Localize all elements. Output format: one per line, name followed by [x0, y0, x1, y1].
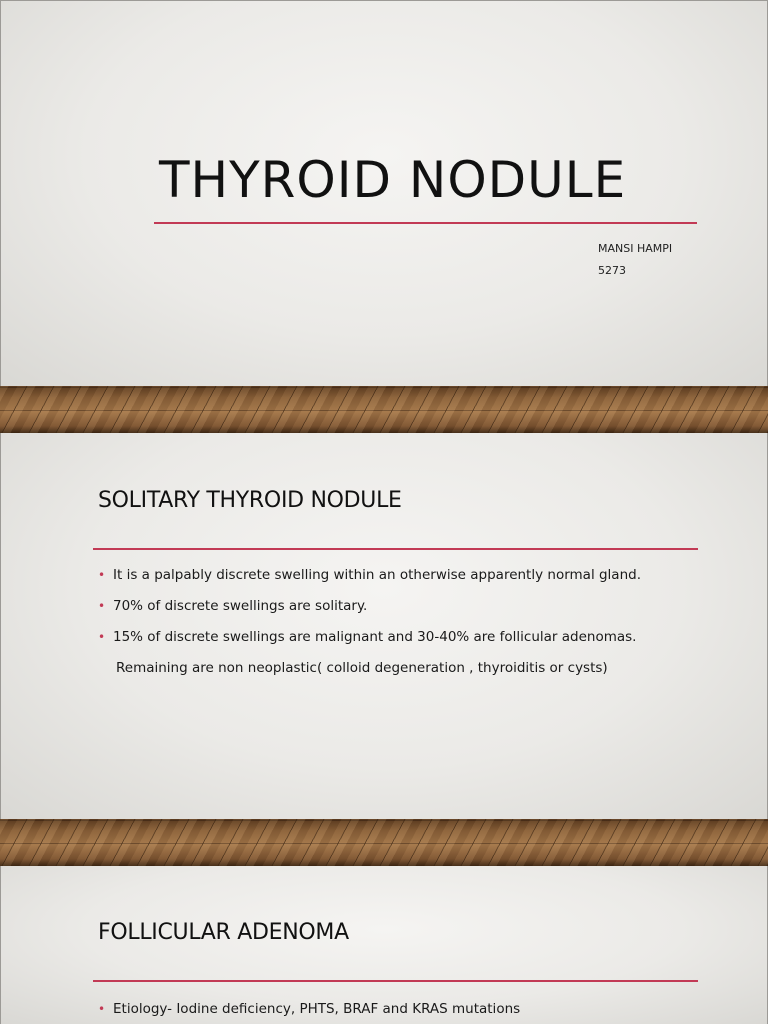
slide-heading: SOLITARY THYROID NODULE — [98, 488, 402, 513]
list-item — [98, 565, 641, 596]
bullet-icon: • — [98, 1002, 106, 1016]
title-underline — [154, 222, 697, 224]
list-item — [98, 627, 641, 658]
content-slide-follicular-adenoma — [0, 866, 768, 1024]
list-item-text: Etiology- Iodine deficiency, PHTS, BRAF and KRAS mutations — [113, 1001, 521, 1017]
bullet-list — [98, 565, 641, 689]
list-item-text: 15% of discrete swellings are malignant and 30-40% are follicular adenomas. — [113, 629, 637, 645]
list-item-text: It is a palpably discrete swelling within an otherwise apparently normal gland. — [113, 567, 641, 583]
bullet-icon: • — [98, 568, 106, 582]
wood-floor-texture — [0, 819, 768, 866]
bullet-list — [98, 999, 520, 1024]
wood-floor-texture — [0, 386, 768, 433]
list-item-text: Remaining are non neoplastic( colloid degeneration , thyroiditis or cysts) — [116, 660, 608, 676]
bullet-icon: • — [98, 630, 106, 644]
heading-underline — [93, 980, 698, 982]
list-item — [98, 596, 641, 627]
title-slide — [0, 0, 768, 386]
slide-heading: FOLLICULAR ADENOMA — [98, 920, 349, 945]
author-id: 5273 — [598, 264, 626, 277]
wood-floor-divider — [0, 819, 768, 866]
author-name: MANSI HAMPI — [598, 242, 673, 255]
content-slide-solitary-nodule — [0, 433, 768, 819]
heading-underline — [93, 548, 698, 550]
list-item — [98, 999, 520, 1024]
list-item-continuation — [98, 658, 641, 689]
wood-floor-divider — [0, 386, 768, 433]
list-item-text: 70% of discrete swellings are solitary. — [113, 598, 368, 614]
slide-title: THYROID NODULE — [159, 151, 627, 209]
bullet-icon: • — [98, 599, 106, 613]
